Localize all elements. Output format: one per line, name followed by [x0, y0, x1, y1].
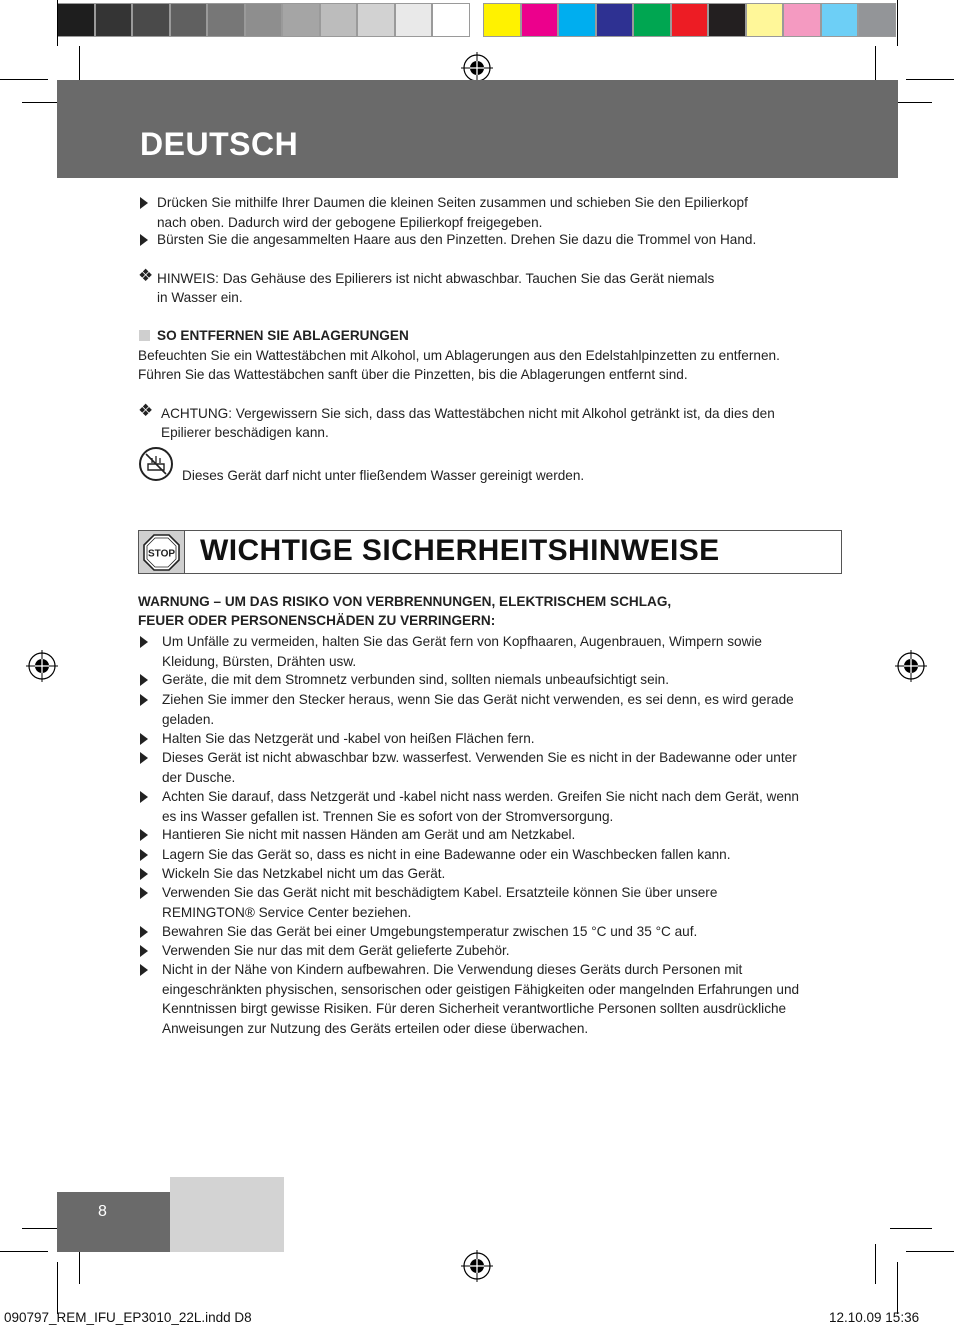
safety-item-line: der Dusche. [162, 769, 236, 785]
safety-item-line: REMINGTON® Service Center beziehen. [162, 904, 412, 920]
note-line-1: HINWEIS: Das Gehäuse des Epilierers ist nicht abwaschbar. Tauchen Sie das Gerät niemals [157, 271, 715, 286]
no-running-water-icon [138, 446, 174, 482]
safety-item-line: Anweisungen zur Nutzung des Geräts erteilen oder diese überwachen. [162, 1020, 589, 1036]
bullet-icon [140, 926, 148, 938]
safety-item-line: Lagern Sie das Gerät so, dass es nicht in eine Badewanne oder ein Waschbecken fallen kann. [162, 847, 731, 862]
color-swatch [207, 3, 245, 37]
safety-item-line: Halten Sie das Netzgerät und -kabel von heißen Flächen fern. [162, 731, 535, 746]
safety-item-line: es ins Wasser gefallen ist. Trennen Sie es sofort von der Stromversorgung. [162, 808, 614, 824]
crop-mark [897, 1262, 898, 1314]
color-bar [483, 0, 896, 40]
intro-bullet-2: Bürsten Sie die angesammelten Haare aus den Pinzetten. Drehen Sie dazu die Trommel von Hand. [157, 232, 757, 247]
color-swatch [858, 3, 896, 37]
caution-line-1: ACHTUNG: Vergewissern Sie sich, dass das Wattestäbchen nicht mit Alkohol getränkt ist, da dies den [161, 406, 775, 421]
crop-mark [906, 79, 954, 80]
bullet-icon [140, 752, 148, 764]
bullet-icon [140, 868, 148, 880]
color-swatch [783, 3, 821, 37]
safety-item-line: geladen. [162, 711, 215, 727]
crop-mark [57, 0, 58, 46]
color-swatch [708, 3, 746, 37]
crop-mark [0, 79, 48, 80]
color-swatch [57, 3, 95, 37]
safety-item-line: Kleidung, Bürsten, Drähten usw. [162, 653, 357, 669]
color-swatch [170, 3, 208, 37]
bullet-icon [140, 636, 148, 648]
bullet-icon [140, 197, 148, 209]
intro-bullet-1-line-1: Drücken Sie mithilfe Ihrer Daumen die kleinen Seiten zusammen und schieben Sie den Epilierkopf [157, 195, 748, 210]
stop-sign-icon [143, 534, 180, 571]
crop-mark [0, 1251, 48, 1252]
cleaning-line-1: Befeuchten Sie ein Wattestäbchen mit Alkohol, um Ablagerungen aus den Edelstahlpinzetten zu entfernen. [138, 348, 780, 363]
safety-item-line: Verwenden Sie das Gerät nicht mit beschädigtem Kabel. Ersatzteile können Sie über unsere [162, 885, 718, 900]
safety-item-line: Dieses Gerät ist nicht abwaschbar bzw. wasserfest. Verwenden Sie es nicht in der Badewanne oder unter [162, 750, 797, 765]
water-note: Dieses Gerät darf nicht unter fließendem Wasser gereinigt werden. [182, 468, 585, 483]
color-swatch [521, 3, 559, 37]
date-slug: 12.10.09 15:36 [829, 1310, 920, 1325]
file-slug: 090797_REM_IFU_EP3010_22L.indd D8 [4, 1310, 252, 1325]
registration-mark-icon [461, 1250, 493, 1282]
cleaning-heading: SO ENTFERNEN SIE ABLAGERUNGEN [157, 328, 409, 343]
safety-item-line: Geräte, die mit dem Stromnetz verbunden sind, sollten niemals unbeaufsichtigt sein. [162, 672, 670, 687]
safety-item-line: Kenntnissen birgt gewisse Risiken. Für deren Sicherheit verantwortliche Personen sollten ausdrückliche [162, 1001, 787, 1016]
page-title: DEUTSCH [140, 126, 299, 162]
bullet-icon [140, 694, 148, 706]
safety-item-line: Bewahren Sie das Gerät bei einer Umgebungstemperatur zwischen 15 °C und 35 °C auf. [162, 924, 698, 939]
crop-mark [906, 1251, 954, 1252]
caution-line-2: Epilierer beschädigen kann. [161, 425, 329, 440]
bullet-icon [140, 849, 148, 861]
warning-diamond-icon: ❖ [138, 266, 154, 286]
color-swatch [395, 3, 433, 37]
color-swatch [245, 3, 283, 37]
crop-mark [890, 1228, 932, 1229]
color-swatch [483, 3, 521, 37]
safety-item-line: Wickeln Sie das Netzkabel nicht um das Gerät. [162, 866, 446, 881]
safety-item-line: Hantieren Sie nicht mit nassen Händen am Gerät und am Netzkabel. [162, 827, 576, 842]
crop-mark [875, 1244, 876, 1284]
warning-line-2: FEUER ODER PERSONENSCHÄDEN ZU VERRINGERN: [138, 613, 496, 628]
color-swatch [320, 3, 358, 37]
safety-item-line: Ziehen Sie immer den Stecker heraus, wenn Sie das Gerät nicht verwenden, es sei denn, es wird gerade [162, 692, 794, 707]
safety-item-line: Achten Sie darauf, dass Netzgerät und -kabel nicht nass werden. Greifen Sie nicht nach dem Gerät, wenn [162, 789, 799, 804]
page-number-box [57, 1192, 170, 1252]
safety-item-line: Verwenden Sie nur das mit dem Gerät gelieferte Zubehör. [162, 943, 510, 958]
color-swatch [821, 3, 859, 37]
color-swatch [596, 3, 634, 37]
color-swatch [95, 3, 133, 37]
note-line-2: in Wasser ein. [157, 290, 243, 305]
bullet-icon [140, 674, 148, 686]
color-swatch [282, 3, 320, 37]
crop-mark [897, 0, 898, 46]
bullet-icon [140, 733, 148, 745]
bullet-icon [140, 945, 148, 957]
safety-item-line: Nicht in der Nähe von Kindern aufbewahren. Die Verwendung dieses Geräts durch Personen mit [162, 962, 743, 977]
safety-item-line: eingeschränkten physischen, sensorischen oder geistigen Fähigkeiten oder mangelnden Erfahrungen und [162, 981, 800, 997]
warning-diamond-icon: ❖ [138, 401, 154, 421]
color-swatch [671, 3, 709, 37]
bullet-icon [140, 964, 148, 976]
color-swatch [132, 3, 170, 37]
safety-title: WICHTIGE SICHERHEITSHINWEISE [200, 534, 720, 567]
color-swatch [357, 3, 395, 37]
page-number: 8 [98, 1203, 107, 1220]
bullet-icon [140, 829, 148, 841]
stop-sign-label: STOP [147, 548, 176, 560]
color-swatch [633, 3, 671, 37]
color-swatch [432, 3, 470, 37]
intro-bullet-1-line-2: nach oben. Dadurch wird der gebogene Epilierkopf freigegeben. [157, 215, 543, 230]
footer-gray-block [170, 1177, 284, 1252]
color-swatch [558, 3, 596, 37]
safety-item-line: Um Unfälle zu vermeiden, halten Sie das Gerät fern von Kopfhaaren, Augenbrauen, Wimpern sowie [162, 634, 762, 649]
bullet-icon [140, 887, 148, 899]
bullet-icon [140, 791, 148, 803]
color-swatch [746, 3, 784, 37]
cleaning-line-2: Führen Sie das Wattestäbchen sanft über die Pinzetten, bis die Ablagerungen entfernt sind. [138, 367, 688, 382]
bullet-icon [140, 234, 148, 246]
grayscale-bar [57, 0, 470, 40]
registration-mark-icon [895, 650, 927, 682]
warning-line-1: WARNUNG – UM DAS RISIKO VON VERBRENNUNGEN, ELEKTRISCHEM SCHLAG, [138, 594, 672, 609]
registration-mark-icon [26, 650, 58, 682]
crop-mark [57, 1262, 58, 1314]
section-square-icon [139, 330, 150, 341]
